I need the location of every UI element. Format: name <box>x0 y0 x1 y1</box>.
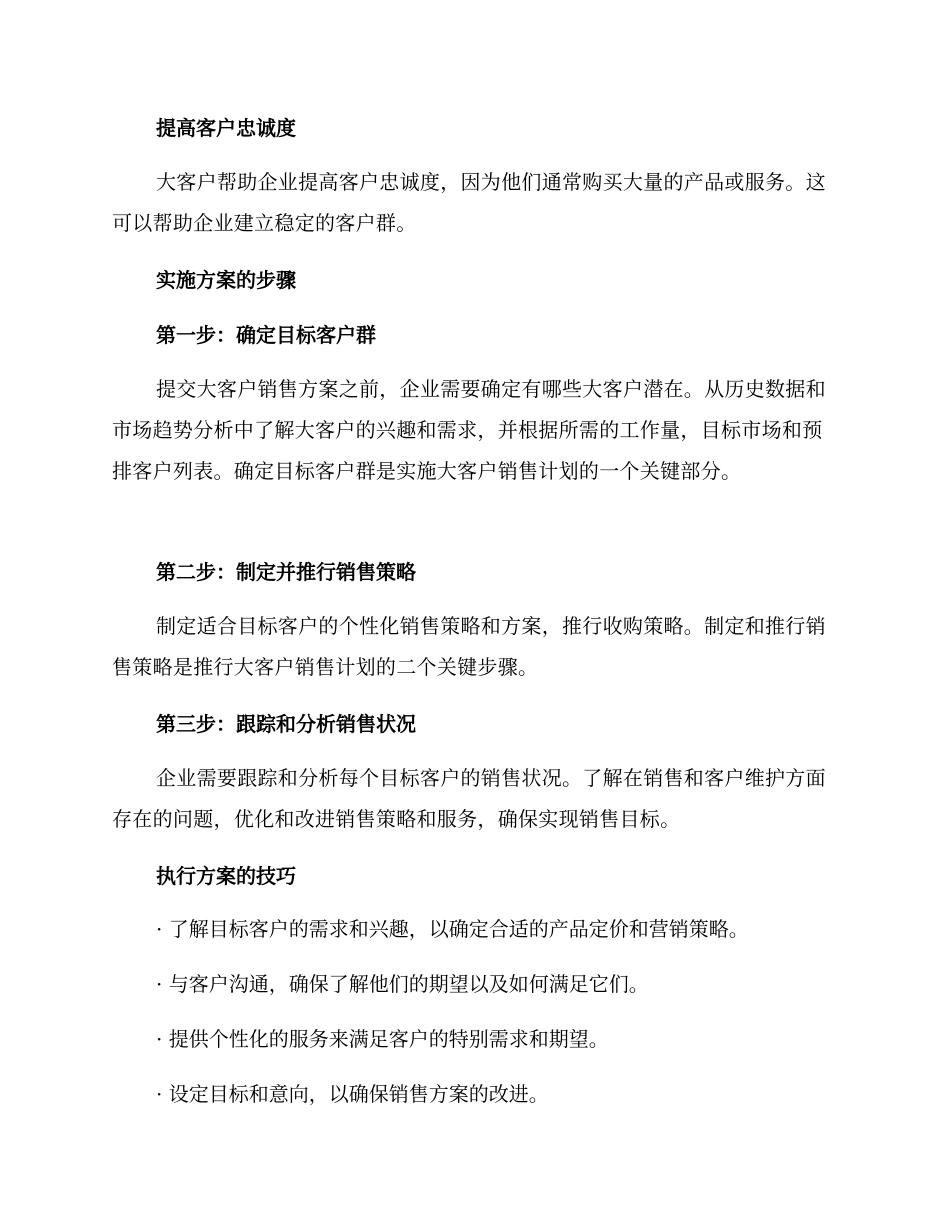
heading-implementation-steps: 实施方案的步骤 <box>156 268 296 292</box>
heading-step-one: 第一步：确定目标客户群 <box>156 323 376 347</box>
paragraph-step-one: 提交大客户销售方案之前，企业需要确定有哪些大客户潜在。从历史数据和市场趋势分析中了解大客户的兴趣和需求，并根据所需的工作量，目标市场和预排客户列表。确定目标客户群是实施大客户销售计划的一个关键部分。 <box>112 377 826 483</box>
paragraph-customer-loyalty: 大客户帮助企业提高客户忠诚度，因为他们通常购买大量的产品或服务。这可以帮助企业建立稳定的客户群。 <box>112 170 826 235</box>
list-item: · 设定目标和意向，以确保销售方案的改进。 <box>156 1082 549 1106</box>
heading-customer-loyalty: 提高客户忠诚度 <box>156 116 296 140</box>
heading-step-three: 第三步：跟踪和分析销售状况 <box>156 712 416 736</box>
paragraph-step-two: 制定适合目标客户的个性化销售策略和方案，推行收购策略。制定和推行销售策略是推行大客户销售计划的二个关键步骤。 <box>112 614 826 679</box>
paragraph-step-three: 企业需要跟踪和分析每个目标客户的销售状况。了解在销售和客户维护方面存在的问题，优化和改进销售策略和服务，确保实现销售目标。 <box>112 766 826 831</box>
heading-execution-tips: 执行方案的技巧 <box>156 864 296 888</box>
list-item: · 提供个性化的服务来满足客户的特别需求和期望。 <box>156 1027 609 1051</box>
list-item: · 了解目标客户的需求和兴趣，以确定合适的产品定价和营销策略。 <box>156 917 749 941</box>
heading-step-two: 第二步：制定并推行销售策略 <box>156 560 416 584</box>
list-item: · 与客户沟通，确保了解他们的期望以及如何满足它们。 <box>156 972 649 996</box>
